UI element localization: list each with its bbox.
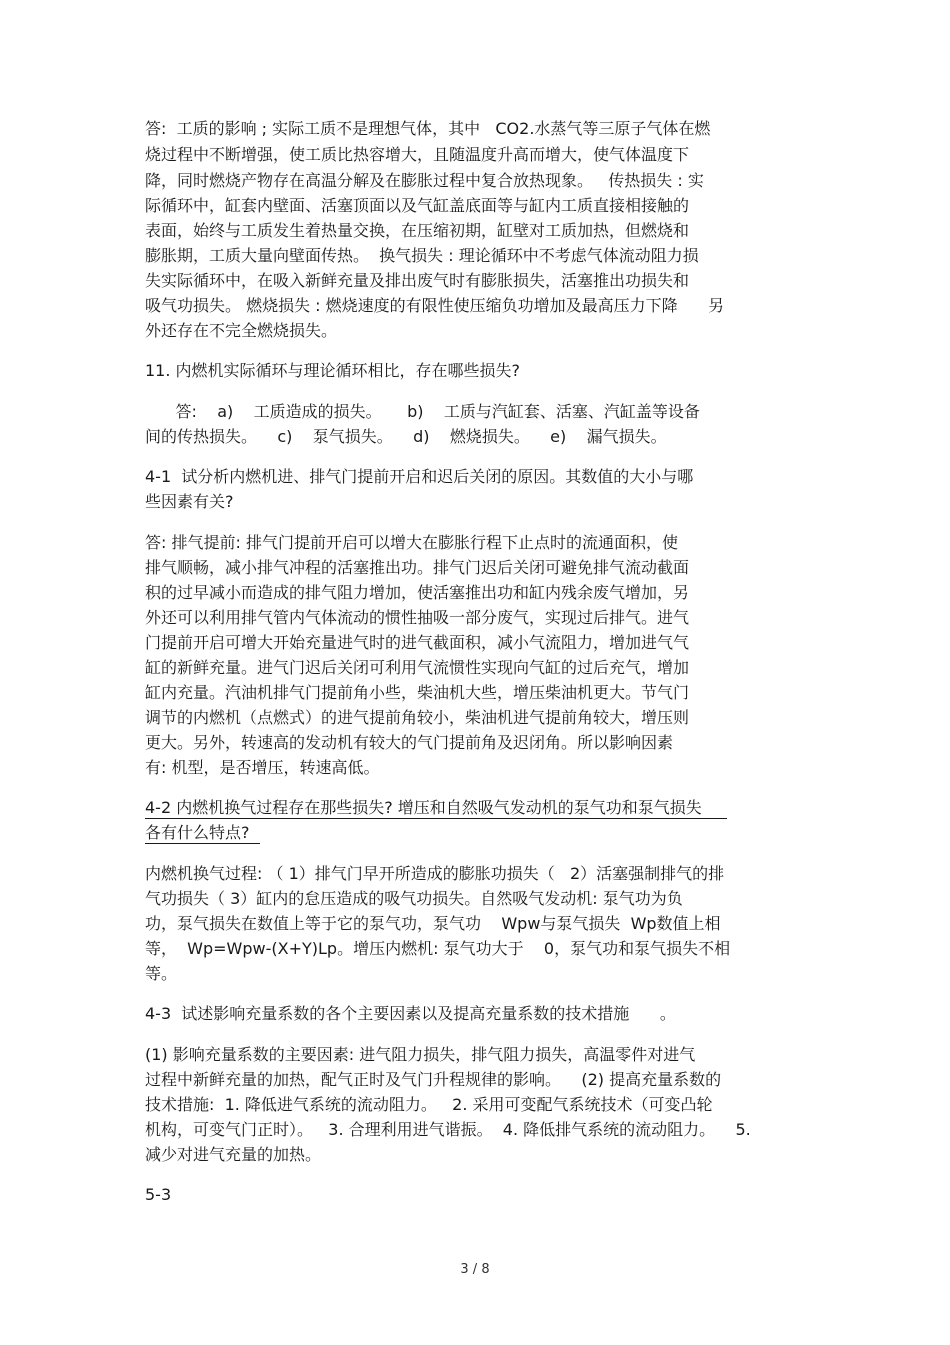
text-line: 缸内充量。汽油机排气门提前角小些，柴油机大些，增压柴油机更大。节气门 <box>145 683 690 702</box>
question-heading: 些因素有关? <box>145 492 234 511</box>
text-line: 积的过早减小而造成的排气阻力增加，使活塞推出功和缸内残余废气增加，另 <box>145 583 690 602</box>
section-heading: 5-3 <box>145 1185 172 1204</box>
question-heading: 11. 内燃机实际循环与理论循环相比，存在哪些损失? <box>145 361 521 380</box>
text-line: 膨胀期，工质大量向壁面传热。 换气损失 : 理论循环中不考虑气体流动阻力损 <box>145 246 699 265</box>
text-line: 有: 机型，是否增压，转速高低。 <box>145 758 380 777</box>
question-heading: 4-1 试分析内燃机进、排气门提前开启和迟后关闭的原因。其数值的大小与哪 <box>145 467 694 486</box>
text-line: 过程中新鲜充量的加热，配气正时及气门升程规律的影响。 (2) 提高充量系数的 <box>145 1070 722 1089</box>
text-line: 减少对进气充量的加热。 <box>145 1145 322 1164</box>
question-heading: 各有什么特点? <box>145 823 260 842</box>
text-line: 失实际循环中，在吸入新鲜充量及排出废气时有膨胀损失，活塞推出功损失和 <box>145 271 690 290</box>
text-line: 烧过程中不断增强，使工质比热容增大，且随温度升高而增大，使气体温度下 <box>145 145 690 164</box>
text-line: 更大。另外，转速高的发动机有较大的气门提前角及迟闭角。所以影响因素 <box>145 733 674 752</box>
text-line: 内燃机换气过程: （ 1）排气门早开所造成的膨胀功损失（ 2）活塞强制排气的排 <box>145 864 725 883</box>
text-line: 间的传热损失。 c) 泵气损失。 d) 燃烧损失。 e) 漏气损失。 <box>145 427 667 446</box>
text-line: 际循环中，缸套内壁面、活塞顶面以及气缸盖底面等与缸内工质直接相接触的 <box>145 196 690 215</box>
question-heading: 4-2 内燃机换气过程存在那些损失? 增压和自然吸气发动机的泵气功和泵气损失 <box>145 798 728 817</box>
text-line: 吸气功损失。 燃烧损失 : 燃烧速度的有限性使压缩负功增加及最高压力下降 另 <box>145 296 725 315</box>
text-line: 表面，始终与工质发生着热量交换，在压缩初期，缸壁对工质加热，但燃烧和 <box>145 221 690 240</box>
text-line: 机构，可变气门正时）。 3. 合理利用进气谐振。 4. 降低排气系统的流动阻力。 5. <box>145 1120 751 1139</box>
text-line: 等， Wp=Wpw-(X+Y)Lp。增压内燃机: 泵气功大于 0，泵气功和泵气损失不相 <box>145 939 731 958</box>
text-line: 功，泵气损失在数值上等于它的泵气功，泵气功 Wpw与泵气损失 Wp数值上相 <box>145 914 721 933</box>
text-line: 外还存在不完全燃烧损失。 <box>145 321 338 340</box>
question-heading: 4-3 试述影响充量系数的各个主要因素以及提高充量系数的技术措施 。 <box>145 1004 676 1023</box>
text-line: 答: a) 工质造成的损失。 b) 工质与汽缸套、活塞、汽缸盖等设备 <box>145 402 700 421</box>
text-line: 外还可以利用排气管内气体流动的惯性抽吸一部分废气，实现过后排气。进气 <box>145 608 690 627</box>
text-line: 缸的新鲜充量。进气门迟后关闭可利用气流惯性实现向气缸的过后充气，增加 <box>145 658 690 677</box>
page-number: 3 / 8 <box>460 1262 490 1277</box>
text-line: 气功损失（ 3）缸内的怠压造成的吸气功损失。自然吸气发动机: 泵气功为负 <box>145 889 683 908</box>
text-line: 排气顺畅，减小排气冲程的活塞推出功。排气门迟后关闭可避免排气流动截面 <box>145 558 690 577</box>
text-line: 答: 排气提前: 排气门提前开启可以增大在膨胀行程下止点时的流通面积，使 <box>145 533 678 552</box>
text-line: 门提前开启可增大开始充量进气时的进气截面积，减小气流阻力，增加进气气 <box>145 633 690 652</box>
text-line: 降，同时燃烧产物存在高温分解及在膨胀过程中复合放热现象。 传热损失 : 实 <box>145 171 704 190</box>
text-line: (1) 影响充量系数的主要因素: 进气阻力损失，排气阻力损失，高温零件对进气 <box>145 1045 696 1064</box>
text-line: 调节的内燃机（点燃式）的进气提前角较小，柴油机进气提前角较大，增压则 <box>145 708 690 727</box>
text-line: 等。 <box>145 964 178 983</box>
text-line: 答: 工质的影响 ; 实际工质不是理想气体，其中 CO2.水蒸气等三原子气体在燃 <box>145 119 711 138</box>
text-line: 技术措施: 1. 降低进气系统的流动阻力。 2. 采用可变配气系统技术（可变凸轮 <box>145 1095 713 1114</box>
